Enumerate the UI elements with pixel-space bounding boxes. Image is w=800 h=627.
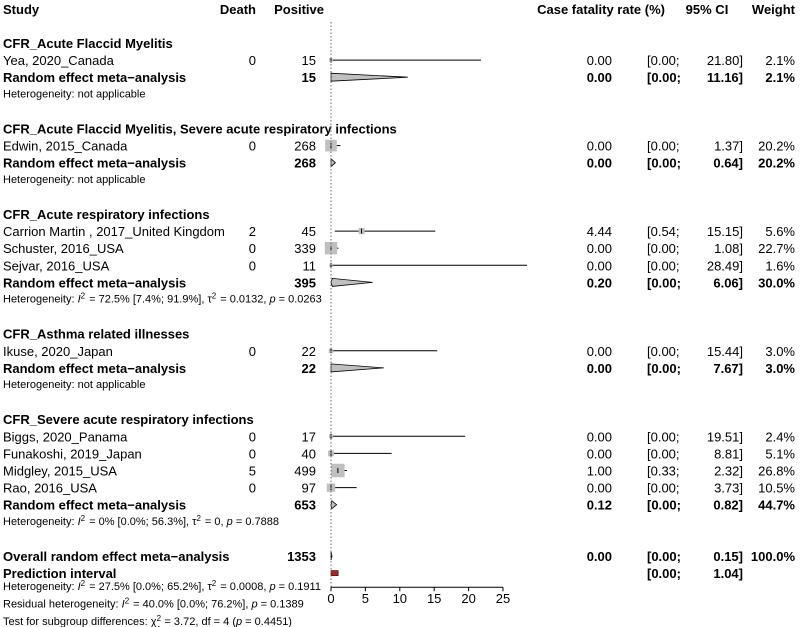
ci-upper-text: 7.67] bbox=[713, 360, 743, 376]
subgroup-title: CFR_Acute respiratory infections bbox=[3, 207, 210, 222]
total-value: 17 bbox=[301, 429, 316, 445]
ci-upper-text: 2.32] bbox=[714, 463, 743, 479]
x-tick-label: 0 bbox=[327, 591, 335, 607]
effect-value: 0.00 bbox=[586, 138, 612, 154]
ci-upper-text: 21.80] bbox=[706, 53, 743, 69]
pooled-total: 22 bbox=[301, 360, 316, 376]
total-value: 22 bbox=[301, 343, 316, 359]
pooled-diamond bbox=[331, 501, 337, 509]
study-marks bbox=[329, 434, 465, 439]
pooled-label: Random effect meta−analysis bbox=[3, 275, 187, 291]
ci-lower-text: [0.00; bbox=[647, 343, 680, 359]
events-value: 0 bbox=[248, 480, 256, 496]
events-value: 5 bbox=[248, 463, 256, 479]
ci-lower-text: [0.00; bbox=[647, 155, 681, 171]
pooled-weight: 2.1% bbox=[765, 70, 795, 86]
events-value: 0 bbox=[248, 258, 256, 274]
x-tick-label: 5 bbox=[361, 591, 370, 607]
heterogeneity-text: Heterogeneity: $I^2$ = 0% [0.0%; 56.3%], $\tau^2$ = 0, p = 0.7888 bbox=[3, 513, 279, 528]
subgroup-title: CFR_Severe acute respiratory infections bbox=[3, 412, 254, 428]
footnote-text: Heterogeneity: $I^2$ = 27.5% [0.0%; 65.2%], $\tau^2$ = 0.0008, p = 0.1911 bbox=[3, 578, 321, 594]
pooled-effect: 0.00 bbox=[586, 155, 612, 171]
total-value: 268 bbox=[294, 138, 316, 154]
ci-lower-text: [0.00; bbox=[647, 497, 681, 513]
study-label: Yea, 2020_Canada bbox=[3, 53, 114, 69]
total-value: 11 bbox=[302, 258, 316, 274]
weight-value: 20.2% bbox=[758, 138, 795, 154]
overall-effect: 0.00 bbox=[586, 549, 612, 564]
effect-value: 0.00 bbox=[586, 446, 612, 462]
study-label: Sejvar, 2016_USA bbox=[3, 258, 110, 274]
header-total: Positive bbox=[274, 2, 324, 17]
study-marks bbox=[335, 228, 436, 234]
events-value: 0 bbox=[248, 429, 256, 445]
x-tick-label: 20 bbox=[461, 591, 476, 607]
study-label: Biggs, 2020_Panama bbox=[3, 429, 128, 445]
ci-lower-text: [0.00; bbox=[647, 241, 680, 257]
overall-weight: 100.0% bbox=[750, 549, 795, 564]
events-value: 2 bbox=[248, 224, 256, 240]
total-value: 40 bbox=[301, 446, 316, 462]
effect-value: 0.00 bbox=[586, 480, 612, 496]
heterogeneity-text: Heterogeneity: $I^2$ = 72.5% [7.4%; 91.9%], $\tau^2$ = 0.0132, p = 0.0263 bbox=[3, 291, 322, 306]
effect-value: 0.00 bbox=[586, 241, 612, 257]
ci-upper-text: 1.08] bbox=[714, 241, 743, 257]
pooled-diamond bbox=[331, 364, 384, 372]
ci-upper-text: 8.81] bbox=[714, 446, 743, 462]
header-effect: Case fatality rate (%) bbox=[537, 2, 665, 17]
footnote-text: Residual heterogeneity: $I^2$ = 40.0% [0.0%; 76.2%], p = 0.1389 bbox=[3, 596, 304, 611]
x-tick-label: 10 bbox=[392, 591, 408, 607]
ci-upper-text: 15.15] bbox=[706, 224, 743, 240]
ci-upper-text: 0.15] bbox=[713, 549, 743, 564]
pooled-diamond bbox=[331, 278, 373, 286]
ci-lower-text: [0.00; bbox=[647, 446, 680, 462]
events-value: 0 bbox=[248, 138, 256, 154]
ci-lower-text: [0.00; bbox=[647, 258, 680, 274]
ci-upper-text: 19.51] bbox=[706, 429, 743, 445]
heterogeneity-text: Heterogeneity: not applicable bbox=[3, 379, 146, 391]
column-headers bbox=[3, 2, 796, 17]
ci-lower-text: [0.33; bbox=[647, 463, 680, 479]
study-label: Ikuse, 2020_Japan bbox=[3, 343, 113, 359]
weight-value: 2.4% bbox=[765, 429, 795, 445]
weight-value: 1.6% bbox=[765, 258, 795, 274]
ci-lower-text: [0.00; bbox=[647, 480, 680, 496]
effect-value: 1.00 bbox=[586, 463, 612, 479]
effect-value: 0.00 bbox=[586, 429, 612, 445]
study-label: Midgley, 2015_USA bbox=[3, 463, 117, 479]
events-value: 0 bbox=[248, 446, 256, 462]
ci-upper-text: 3.73] bbox=[714, 480, 743, 496]
weight-value: 22.7% bbox=[758, 241, 795, 257]
subgroup-title: CFR_Acute Flaccid Myelitis, Severe acute respiratory infections bbox=[3, 121, 397, 137]
pooled-total: 268 bbox=[294, 155, 316, 171]
pooled-diamond bbox=[331, 73, 408, 81]
heterogeneity-text: Heterogeneity: not applicable bbox=[3, 173, 146, 186]
pooled-total: 653 bbox=[294, 497, 316, 513]
pooled-effect: 0.12 bbox=[586, 497, 612, 513]
ci-lower-text: [0.00; bbox=[647, 53, 680, 69]
pooled-diamond bbox=[331, 159, 335, 167]
study-marks bbox=[331, 464, 347, 477]
effect-value: 0.00 bbox=[586, 343, 612, 359]
weight-value: 3.0% bbox=[765, 343, 795, 359]
ci-lower-text: [0.00; bbox=[647, 275, 681, 291]
header-events: Death bbox=[219, 2, 256, 17]
x-axis bbox=[327, 22, 510, 606]
study-marks bbox=[329, 58, 481, 63]
x-tick-label: 25 bbox=[495, 591, 511, 607]
ci-upper-text: 1.04] bbox=[713, 566, 743, 582]
weight-value: 5.6% bbox=[765, 224, 795, 240]
pooled-weight: 3.0% bbox=[765, 360, 795, 376]
total-value: 339 bbox=[294, 241, 316, 257]
pooled-effect: 0.20 bbox=[586, 275, 612, 291]
study-label: Funakoshi, 2019_Japan bbox=[3, 446, 142, 462]
study-label: Carrion Martin , 2017_United Kingdom bbox=[3, 224, 225, 240]
events-value: 0 bbox=[248, 53, 256, 69]
ci-lower-text: [0.00; bbox=[647, 566, 681, 582]
prediction-interval-bar bbox=[331, 571, 338, 576]
study-marks bbox=[329, 263, 527, 268]
pooled-label: Random effect meta−analysis bbox=[3, 70, 187, 86]
pooled-weight: 44.7% bbox=[758, 497, 795, 513]
weight-value: 26.8% bbox=[758, 463, 795, 479]
ci-upper-text: 1.37] bbox=[714, 138, 743, 154]
study-label: Rao, 2016_USA bbox=[3, 480, 97, 496]
ci-lower-text: [0.00; bbox=[647, 549, 681, 564]
ci-lower-text: [0.00; bbox=[647, 429, 680, 445]
ci-upper-text: 28.49] bbox=[706, 258, 743, 274]
ci-upper-text: 6.06] bbox=[713, 275, 743, 291]
study-marks bbox=[325, 140, 340, 152]
footnote-text: Test for subgroup differences: $\chi^2$ = 3.72, df = 4 (p = 0.4451) bbox=[3, 613, 292, 627]
events-value: 0 bbox=[248, 241, 256, 257]
effect-value: 4.44 bbox=[586, 224, 612, 240]
total-value: 15 bbox=[301, 53, 316, 69]
pooled-label: Random effect meta−analysis bbox=[3, 155, 187, 171]
header-study: Study bbox=[3, 2, 40, 17]
header-weight: Weight bbox=[751, 2, 795, 17]
prediction-label: Prediction interval bbox=[3, 566, 117, 582]
effect-value: 0.00 bbox=[586, 53, 612, 69]
study-label: Edwin, 2015_Canada bbox=[3, 138, 128, 154]
weight-value: 2.1% bbox=[765, 53, 795, 69]
x-tick-label: 15 bbox=[426, 591, 442, 607]
ci-lower-text: [0.54; bbox=[647, 224, 680, 240]
subgroup-title: CFR_Acute Flaccid Myelitis bbox=[3, 36, 173, 51]
effect-value: 0.00 bbox=[586, 258, 612, 274]
pooled-weight: 20.2% bbox=[758, 155, 795, 171]
study-marks bbox=[329, 348, 437, 353]
ci-lower-text: [0.00; bbox=[647, 70, 681, 86]
pooled-effect: 0.00 bbox=[586, 70, 612, 86]
subgroup-title: CFR_Asthma related illnesses bbox=[3, 326, 190, 342]
pooled-label: Random effect meta−analysis bbox=[3, 497, 187, 513]
ci-lower-text: [0.00; bbox=[647, 138, 680, 154]
pooled-total: 395 bbox=[294, 275, 316, 291]
ci-lower-text: [0.00; bbox=[647, 360, 681, 376]
ci-upper-text: 11.16] bbox=[706, 70, 743, 86]
study-marks bbox=[328, 450, 392, 456]
overall-total: 1353 bbox=[287, 549, 316, 564]
pooled-effect: 0.00 bbox=[586, 360, 612, 376]
pooled-weight: 30.0% bbox=[758, 275, 795, 291]
pooled-label: Random effect meta−analysis bbox=[3, 360, 187, 376]
heterogeneity-text: Heterogeneity: not applicable bbox=[3, 88, 146, 101]
ci-upper-text: 0.82] bbox=[713, 497, 743, 513]
study-marks bbox=[325, 242, 339, 254]
header-ci: 95% CI bbox=[685, 2, 729, 17]
ci-upper-text: 15.44] bbox=[706, 343, 743, 359]
total-value: 45 bbox=[301, 224, 316, 240]
forest-rows bbox=[3, 36, 795, 627]
total-value: 499 bbox=[294, 463, 316, 479]
weight-value: 5.1% bbox=[765, 446, 795, 462]
pooled-total: 15 bbox=[301, 70, 316, 86]
study-label: Schuster, 2016_USA bbox=[3, 241, 124, 257]
overall-label: Overall random effect meta−analysis bbox=[3, 549, 230, 564]
total-value: 97 bbox=[301, 480, 316, 496]
weight-value: 10.5% bbox=[758, 480, 795, 496]
ci-upper-text: 0.64] bbox=[713, 155, 743, 171]
events-value: 0 bbox=[248, 343, 256, 359]
